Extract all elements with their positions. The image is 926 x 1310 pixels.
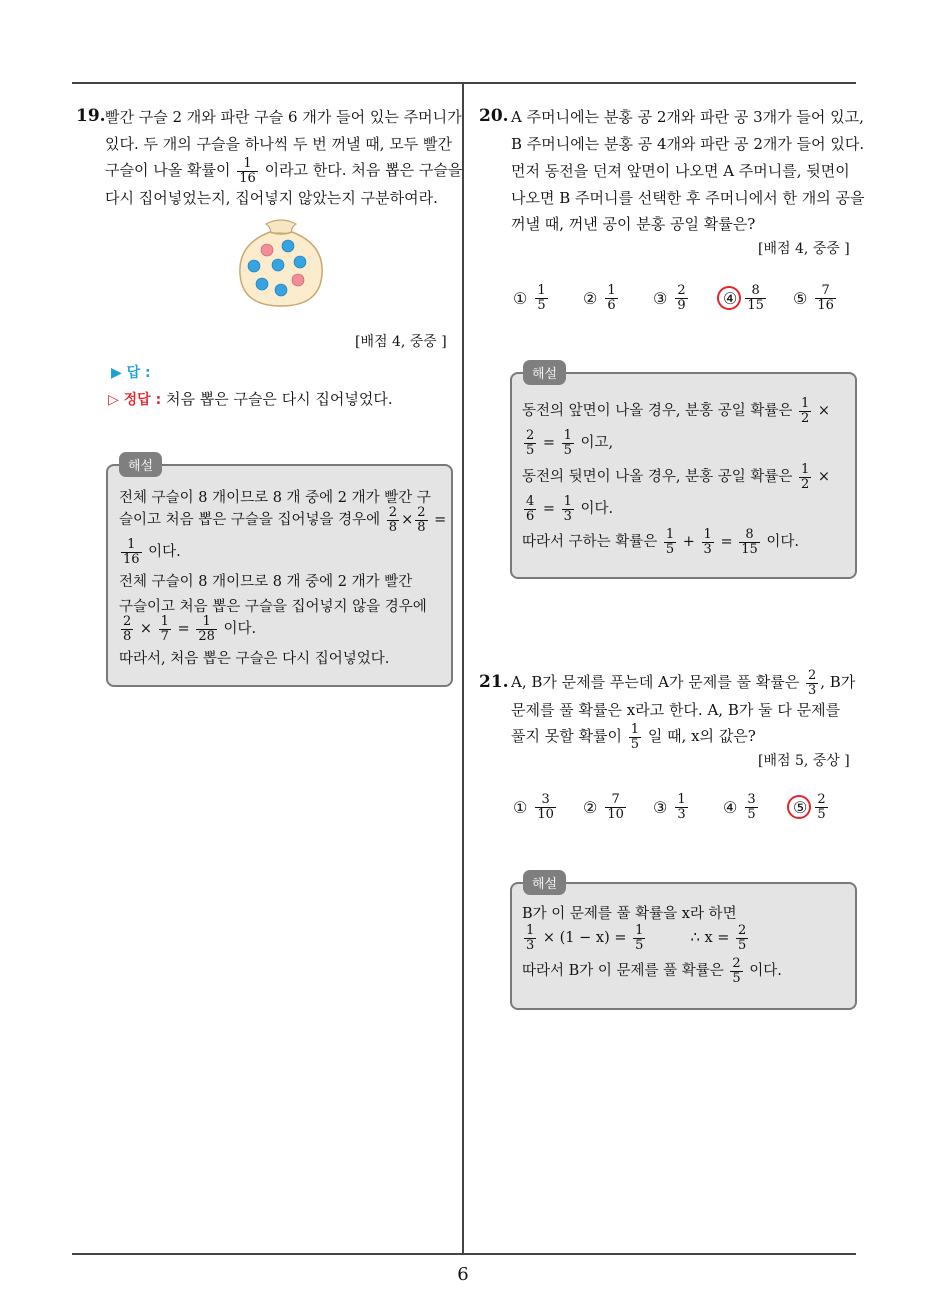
explanation-line: 동전의 앞면이 나올 경우, 분홍 공일 확률은 $\frac{1}{2}$ ×: [522, 395, 831, 426]
fraction: $\frac{1}{3}$: [677, 792, 686, 822]
question-number: 20.: [479, 106, 509, 126]
fraction: $\frac{1}{5}$: [665, 526, 675, 557]
fraction: $\frac{4}{6}$: [526, 493, 535, 524]
fraction: $\frac{1}{3}$: [563, 493, 572, 524]
text: 이라고 한다. 처음 뽑은 구슬을: [264, 161, 463, 179]
fraction: $\frac{1}{5}$: [635, 922, 644, 953]
question-text-line: 빨간 구슬 2 개와 파란 구슬 6 개가 들어 있는 주머니가: [105, 108, 462, 126]
question-number: 19.: [76, 106, 106, 126]
answer-label: ▶ 답 :: [111, 365, 151, 381]
fraction: $\frac{1}{16}$: [123, 536, 140, 567]
score-meta: [배점 4, 중중 ]: [758, 241, 850, 257]
question-text-line: 다시 집어넣었는지, 집어넣지 않았는지 구분하여라.: [105, 189, 438, 207]
fraction: $\frac{3}{10}$: [537, 792, 554, 822]
page-number: 6: [457, 1264, 469, 1285]
fraction: $\frac{3}{5}$: [747, 792, 756, 822]
question-text-line: [105, 155, 462, 186]
choice-5-selected[interactable]: ⑤ $\frac{2}{5}$: [793, 792, 826, 822]
question-text-line: A 주머니에는 분홍 공 2개와 파란 공 3개가 들어 있고,: [511, 108, 864, 126]
fraction: $\frac{2}{8}$: [417, 504, 426, 535]
question-text-line: B 주머니에는 분홍 공 4개와 파란 공 2개가 들어 있다.: [511, 135, 865, 153]
score-meta: [배점 5, 중상 ]: [758, 753, 850, 769]
bottom-rule: [72, 1253, 856, 1255]
fraction: $\frac{1}{5}$: [537, 283, 546, 313]
question-text-line: 먼저 동전을 던져 앞면이 나오면 A 주머니를, 뒷면이: [511, 162, 850, 180]
fraction: $\frac{1}{6}$: [607, 283, 616, 313]
column-divider: [462, 83, 464, 1255]
fraction: $\frac{1}{28}$: [198, 613, 215, 644]
fraction: $\frac{1}{5}$: [563, 427, 572, 458]
fraction: $\frac{1}{3}$: [703, 526, 712, 557]
fraction: $\frac{7}{10}$: [607, 792, 624, 822]
explanation-line: $\frac{2}{8}$ × $\frac{1}{7}$ = $\frac{1}{28}$ 이다.: [123, 613, 257, 644]
explanation-line: 따라서 구하는 확률은 $\frac{1}{5}$ + $\frac{1}{3}$ = $\frac{8}{15}$ 이다.: [522, 526, 799, 557]
fraction: $\frac{1}{2}$: [801, 395, 810, 426]
question-text-line: A, B가 문제를 푸는데 A가 문제를 풀 확률은 $\frac{2}{3}$ , B가: [511, 667, 856, 698]
correct-label: ▷ 정답 :: [108, 392, 162, 408]
explanation-line: $\frac{1}{16}$ 이다.: [123, 536, 181, 567]
answer-circle-mark: [787, 795, 811, 819]
explanation-tag: 해설: [523, 870, 566, 895]
fraction: $\frac{1}{7}$: [160, 613, 169, 644]
explanation-tag: 해설: [523, 360, 566, 385]
question-text-line: 있다. 두 개의 구슬을 하나씩 두 번 꺼낼 때, 모두 빨간: [105, 135, 453, 153]
fraction: $\frac{1}{16}$: [239, 155, 256, 186]
choice-4-selected[interactable]: ④ $\frac{8}{15}$: [723, 283, 764, 313]
choice-1[interactable]: ① $\frac{3}{10}$: [513, 792, 554, 822]
fraction: $\frac{2}{5}$: [738, 922, 747, 953]
question-text-line: 나오면 B 주머니를 선택한 후 주머니에서 한 개의 공을: [511, 189, 865, 207]
fraction: $\frac{2}{8}$: [388, 504, 398, 535]
explanation-line: 전체 구슬이 8 개이므로 8 개 중에 2 개가 빨간: [119, 574, 413, 590]
choice-4[interactable]: ④ $\frac{3}{5}$: [723, 792, 756, 822]
explanation-line: B가 이 문제를 풀 확률을 x라 하면: [522, 906, 737, 922]
explanation-line: $\frac{2}{5}$ = $\frac{1}{5}$ 이고,: [526, 427, 614, 458]
explanation-line: 전체 구슬이 8 개이므로 8 개 중에 2 개가 빨간 구: [119, 490, 431, 506]
explanation-line: 따라서 B가 이 문제를 풀 확률은 $\frac{2}{5}$ 이다.: [522, 955, 782, 986]
text: 구슬이 나올 확률이: [105, 161, 231, 179]
choice-3[interactable]: ③ $\frac{1}{3}$: [653, 792, 686, 822]
fraction: $\frac{2}{5}$: [732, 955, 741, 986]
fraction: $\frac{2}{9}$: [677, 283, 686, 313]
fraction: $\frac{7}{16}$: [817, 283, 834, 313]
fraction: $\frac{2}{3}$: [807, 667, 817, 698]
correct-answer: [108, 389, 393, 410]
choice-3[interactable]: ③ $\frac{2}{9}$: [653, 283, 686, 313]
question-text-line: 꺼낼 때, 꺼낸 공이 분홍 공일 확률은?: [511, 215, 756, 233]
fraction: $\frac{8}{15}$: [747, 283, 764, 313]
correct-text: 처음 뽑은 구슬은 다시 집어넣었다.: [165, 390, 393, 408]
top-rule: [72, 82, 856, 84]
fraction: $\frac{1}{2}$: [801, 461, 810, 492]
explanation-line: $\frac{1}{3}$ × (1 − x) = $\frac{1}{5}$ ∴ x = $\frac{2}{5}$: [526, 922, 747, 953]
fraction: $\frac{2}{8}$: [123, 613, 132, 644]
fraction: $\frac{2}{5}$: [526, 427, 535, 458]
explanation-tag: 해설: [119, 452, 162, 477]
answer-circle-mark: [717, 286, 741, 310]
choice-2[interactable]: ② $\frac{1}{6}$: [583, 283, 616, 313]
explanation-line: $\frac{4}{6}$ = $\frac{1}{3}$ 이다.: [526, 493, 614, 524]
fraction: $\frac{1}{3}$: [526, 922, 535, 953]
score-meta: [배점 4, 중중 ]: [355, 334, 447, 350]
question-number: 21.: [479, 672, 509, 692]
explanation-line: 따라서, 처음 뽑은 구슬은 다시 집어넣었다.: [119, 651, 390, 667]
fraction: $\frac{1}{5}$: [630, 721, 640, 752]
marble-pouch-image: [236, 216, 326, 308]
explanation-line: 구슬이고 처음 뽑은 구슬을 집어넣지 않을 경우에: [119, 599, 427, 615]
explanation-line: 슬이고 처음 뽑은 구슬을 집어넣을 경우에 $\frac{2}{8}$ × $\frac{2}{8}$ =: [119, 504, 447, 535]
explanation-line: 동전의 뒷면이 나올 경우, 분홍 공일 확률은 $\frac{1}{2}$ ×: [522, 461, 831, 492]
choice-5[interactable]: ⑤ $\frac{7}{16}$: [793, 283, 834, 313]
choice-1[interactable]: ① $\frac{1}{5}$: [513, 283, 546, 313]
question-text-line: 문제를 풀 확률은 x라고 한다. A, B가 둘 다 문제를: [511, 701, 841, 719]
choice-2[interactable]: ② $\frac{7}{10}$: [583, 792, 624, 822]
question-text-line: 풀지 못할 확률이 $\frac{1}{5}$ 일 때, x의 값은?: [511, 721, 756, 752]
fraction: $\frac{2}{5}$: [817, 792, 826, 822]
fraction: $\frac{8}{15}$: [741, 526, 758, 557]
